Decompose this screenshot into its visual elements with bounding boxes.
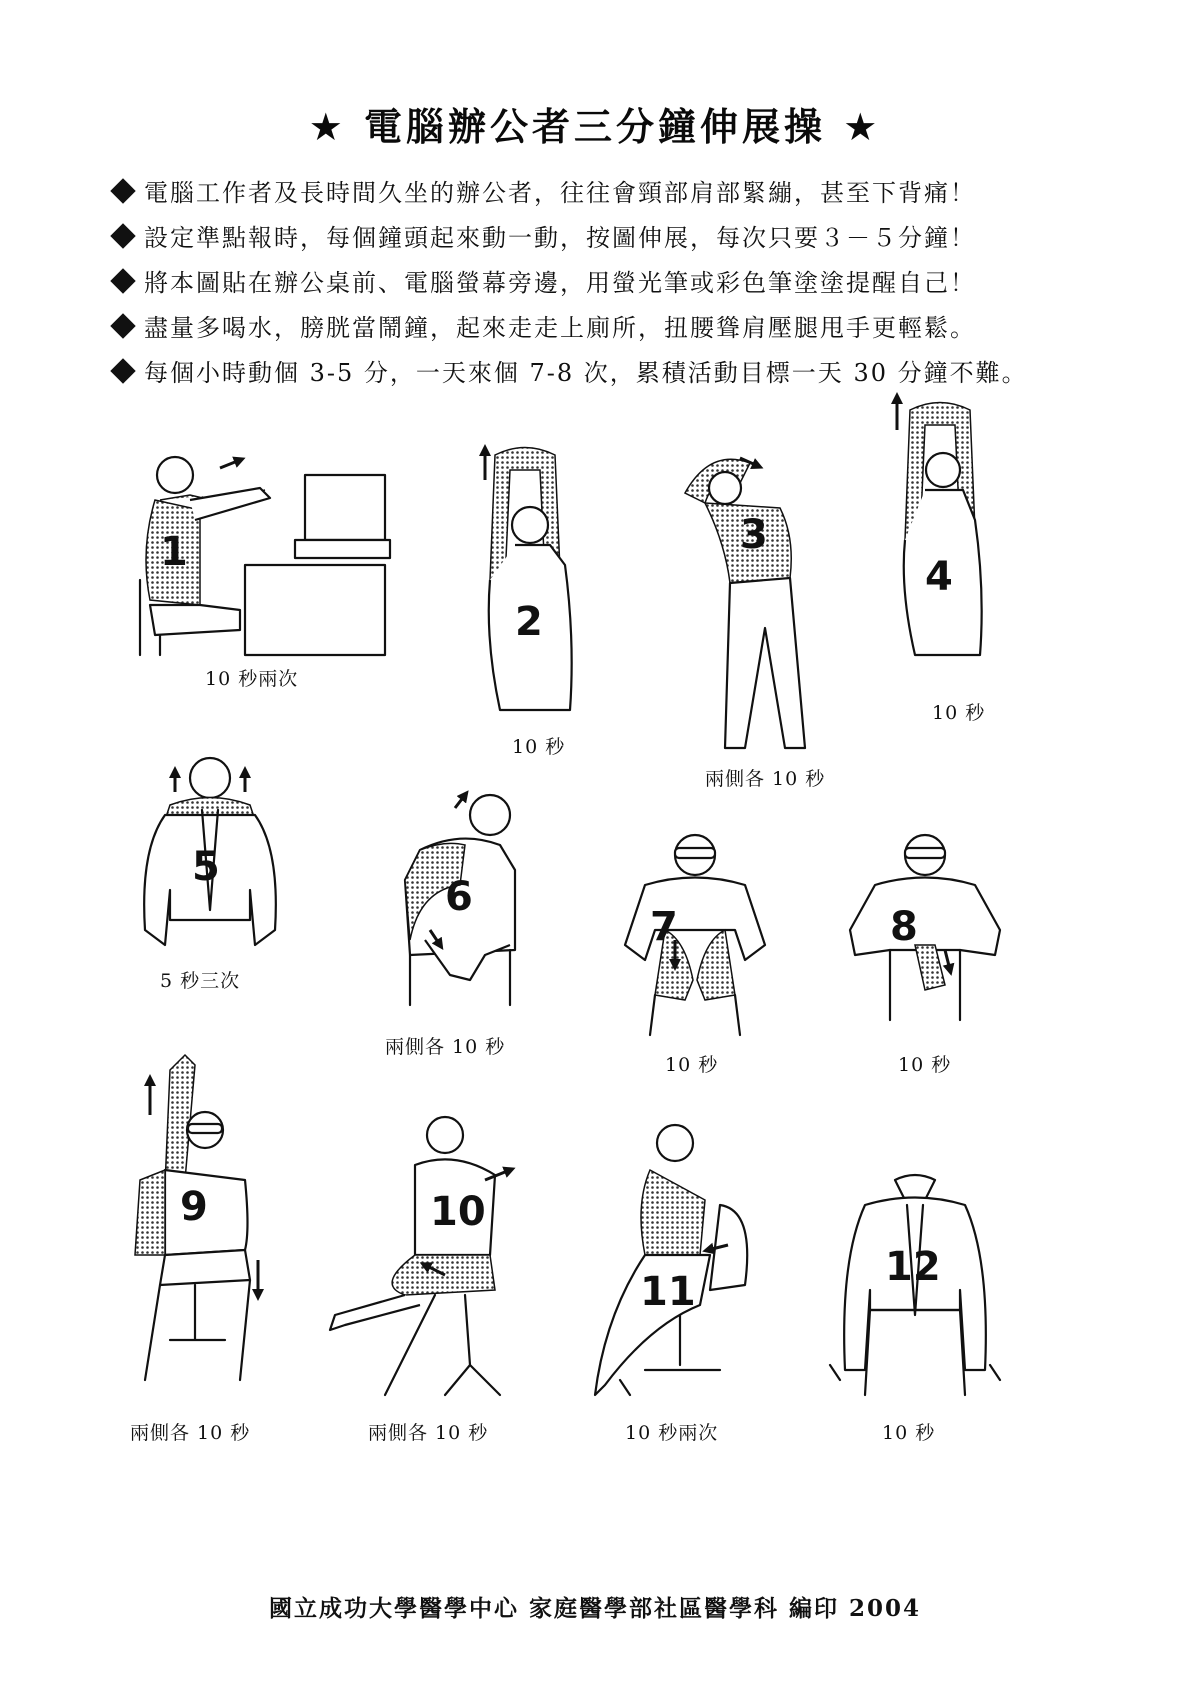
exercise-2	[475, 440, 595, 725]
exercise-number: 6	[445, 874, 473, 920]
wrist-press-icon	[615, 820, 775, 1040]
neck-tilt-icon	[390, 790, 530, 1010]
tip-text: 設定準點報時，每個鐘頭起來動一動，按圖伸展，每次只要３－５分鐘！	[144, 224, 976, 252]
tip-text: 將本圖貼在辦公桌前、電腦螢幕旁邊，用螢光筆或彩色筆塗塗提醒自己！	[144, 269, 976, 297]
exercise-number: 7	[650, 904, 678, 950]
tip-item	[110, 258, 1100, 303]
page-title: ★ 電腦辦公者三分鐘伸展操 ★	[308, 105, 882, 149]
exercise-number: 5	[192, 844, 220, 890]
exercise-12	[825, 1170, 1005, 1400]
exercise-caption: 10 秒	[898, 1054, 952, 1076]
exercise-1	[130, 440, 410, 660]
exercise-5	[130, 750, 290, 960]
diamond-bullet-icon	[110, 358, 135, 383]
tips-list	[110, 168, 1100, 393]
diamond-bullet-icon	[110, 178, 135, 203]
exercise-7	[615, 820, 775, 1040]
exercise-number: 3	[740, 512, 768, 558]
tip-item	[110, 213, 1100, 258]
exercise-caption: 10 秒	[512, 736, 566, 758]
overhead-stretch-icon	[475, 440, 595, 725]
wrist-pull-icon	[845, 820, 1005, 1030]
exercise-number: 9	[180, 1184, 208, 1230]
seated-back-arch-icon	[590, 1115, 760, 1400]
exercise-caption: 10 秒兩次	[625, 1422, 719, 1444]
exercise-caption: 兩側各 10 秒	[705, 768, 826, 790]
diamond-bullet-icon	[110, 268, 135, 293]
exercise-number: 4	[925, 554, 953, 600]
tip-item	[110, 303, 1100, 348]
exercise-number: 12	[885, 1244, 941, 1290]
exercise-4	[885, 390, 995, 660]
tip-text: 電腦工作者及長時間久坐的辦公者，往往會頸部肩部緊繃，甚至下背痛！	[144, 179, 976, 207]
overhead-stretch-back-icon	[885, 390, 995, 660]
exercise-number: 1	[160, 529, 188, 575]
shoulder-shrug-icon	[130, 750, 290, 960]
exercise-8	[845, 820, 1005, 1030]
seated-arm-raise-icon	[130, 1040, 270, 1405]
seated-twist-icon	[325, 1105, 525, 1405]
exercise-caption: 10 秒	[932, 702, 986, 724]
exercise-10	[325, 1105, 525, 1405]
diamond-bullet-icon	[110, 313, 135, 338]
exercise-9	[130, 1040, 270, 1405]
exercise-3	[670, 448, 830, 758]
exercise-caption: 兩側各 10 秒	[368, 1422, 489, 1444]
exercise-caption: 10 秒	[882, 1422, 936, 1444]
tip-text: 每個小時動個 3-5 分，一天來個 7-8 次，累積活動目標一天 30 分鐘不難。	[144, 359, 1028, 387]
exercise-caption: 兩側各 10 秒	[385, 1036, 506, 1058]
exercise-caption: 5 秒三次	[160, 970, 241, 992]
exercise-number: 2	[515, 599, 543, 645]
footer-credit: 國立成功大學醫學中心 家庭醫學部社區醫學科 編印 2004	[268, 1595, 922, 1622]
tip-text: 盡量多喝水，膀胱當鬧鐘，起來走走上廁所，扭腰聳肩壓腿甩手更輕鬆。	[144, 314, 976, 342]
exercise-number: 11	[640, 1269, 696, 1315]
tip-item	[110, 168, 1100, 213]
exercise-caption: 10 秒	[665, 1054, 719, 1076]
exercise-6	[390, 790, 530, 1010]
exercise-number: 10	[430, 1189, 486, 1235]
exercise-11	[590, 1115, 760, 1400]
exercise-caption: 兩側各 10 秒	[130, 1422, 251, 1444]
seated-arm-reach-icon	[130, 440, 410, 660]
side-bend-icon	[670, 448, 830, 758]
tip-item	[110, 348, 1100, 393]
arm-shake-icon	[825, 1170, 1005, 1400]
exercise-number: 8	[890, 904, 918, 950]
exercise-caption: 10 秒兩次	[205, 668, 299, 690]
diamond-bullet-icon	[110, 223, 135, 248]
